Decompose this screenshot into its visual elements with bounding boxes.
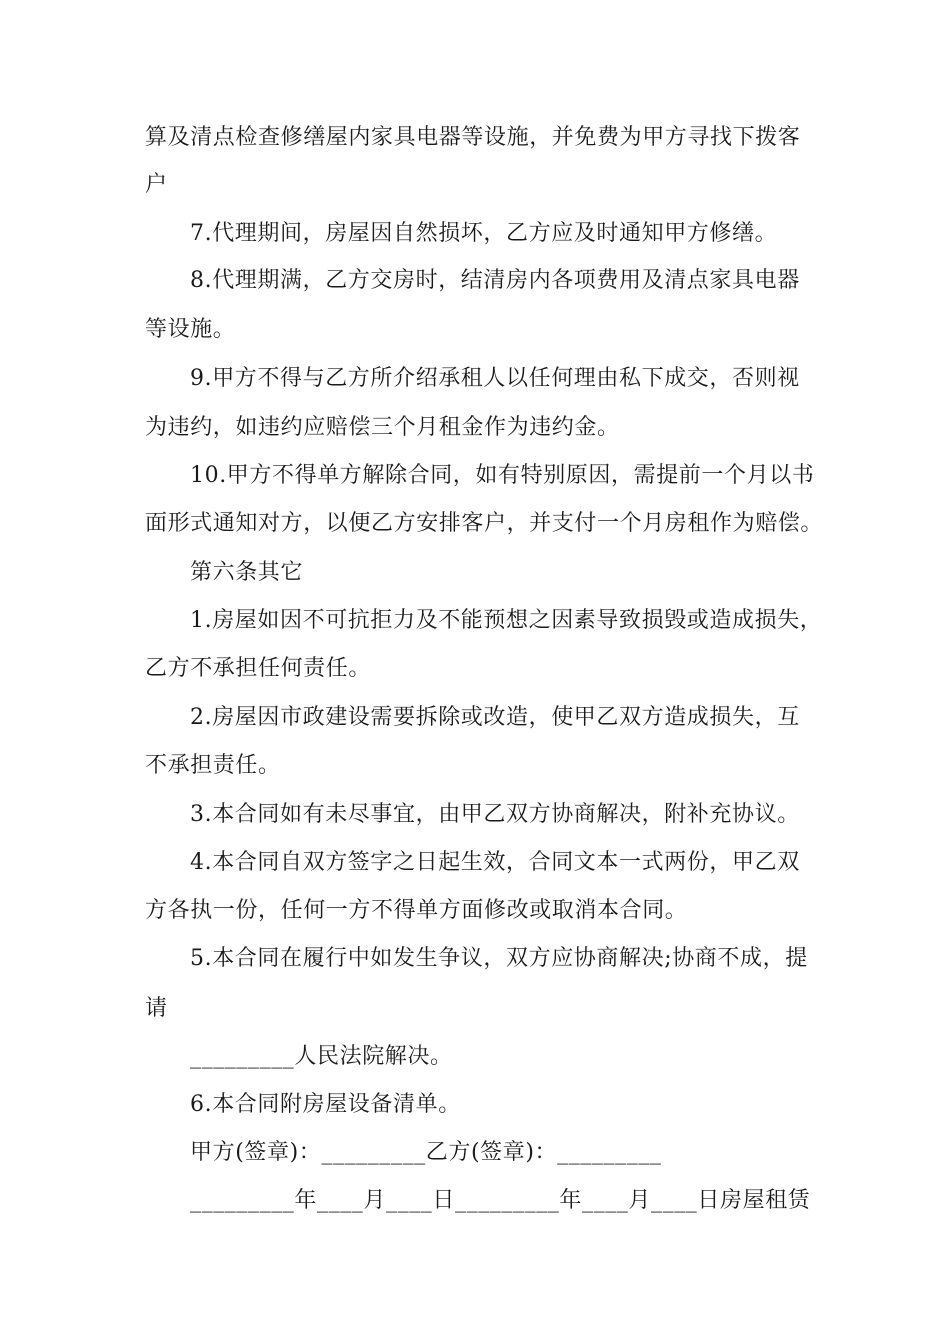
section-heading: 第六条其它	[190, 560, 304, 585]
clause-10: 10.甲方不得单方解除合同，如有特别原因，需提前一个月以书	[190, 463, 815, 488]
body-text-line: 等设施。	[145, 317, 236, 342]
court-blank-line: _________人民法院解决。	[190, 1044, 453, 1069]
clause-3: 3.本合同如有未尽事宜，由甲乙双方协商解决，附补充协议。	[190, 802, 800, 827]
clause-1: 1.房屋如因不可抗拒力及不能预想之因素导致损毁或造成损失，	[190, 608, 823, 633]
clause-6: 6.本合同附房屋设备清单。	[190, 1092, 461, 1117]
signature-line: 甲方(签章)：_________乙方(签章)：_________	[190, 1140, 662, 1165]
clause-8: 8.代理期满，乙方交房时，结清房内各项费用及清点家具电器	[190, 268, 800, 293]
body-text-line: 为违约，如违约应赔偿三个月租金作为违约金。	[145, 415, 620, 440]
clause-5: 5.本合同在履行中如发生争议，双方应协商解决;协商不成，提	[190, 946, 808, 971]
clause-4: 4.本合同自双方签字之日起生效，合同文本一式两份，甲乙双	[190, 850, 800, 875]
body-text-line: 面形式通知对方，以便乙方安排客户，并支付一个月房租作为赔偿。	[145, 511, 824, 536]
body-text-line: 户	[145, 172, 168, 197]
clause-2: 2.房屋因市政建设需要拆除或改造，使甲乙双方造成损失，互	[190, 705, 800, 730]
body-text-line: 不承担责任。	[145, 753, 281, 778]
body-text-line: 请	[145, 996, 168, 1021]
body-text-line: 算及清点检查修缮屋内家具电器等设施，并免费为甲方寻找下拨客	[145, 125, 801, 150]
body-text-line: 乙方不承担任何责任。	[145, 656, 372, 681]
clause-9: 9.甲方不得与乙方所介绍承租人以任何理由私下成交，否则视	[190, 366, 800, 391]
date-line: _________年____月____日_________年____月____日房屋租赁	[190, 1188, 811, 1213]
body-text-line: 方各执一份，任何一方不得单方面修改或取消本合同。	[145, 898, 688, 923]
clause-7: 7.代理期间，房屋因自然损坏，乙方应及时通知甲方修缮。	[190, 221, 778, 246]
